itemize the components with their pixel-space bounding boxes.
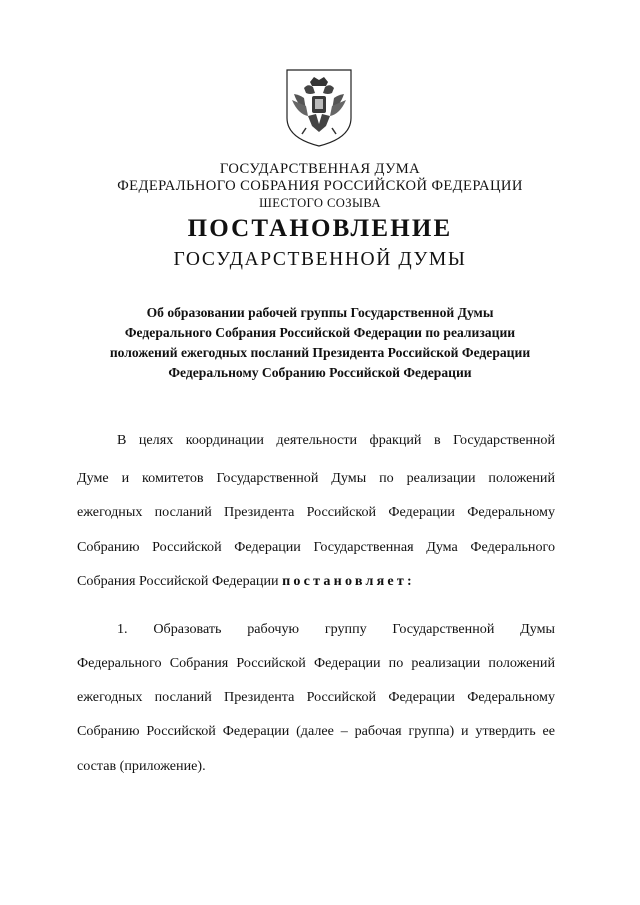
document-issuer-title: ГОСУДАРСТВЕННОЙ ДУМЫ: [173, 249, 467, 270]
item1-line-4: Собранию Российской Федерации (далее – рабочая группа) и утвердить ее: [77, 723, 555, 739]
item1-line-5: состав (приложение).: [77, 758, 206, 774]
item1-line-2: Федерального Собрания Российской Федерации по реализации положений: [77, 655, 555, 671]
subject-line-3: положений ежегодных посланий Президента Российской Федерации: [109, 345, 531, 360]
header-line-1: ГОСУДАРСТВЕННАЯ ДУМА: [219, 161, 421, 177]
preamble-line-5-text: Собрания Российской Федерации: [77, 573, 279, 589]
subject-line-2: Федерального Собрания Российской Федерации по реализации: [124, 325, 516, 340]
preamble-line-2: Думе и комитетов Государственной Думы по реализации положений: [77, 470, 555, 486]
item1-line-3: ежегодных посланий Президента Российской Федерации Федеральному: [77, 689, 555, 705]
preamble-line-3: ежегодных посланий Президента Российской Федерации Федеральному: [77, 504, 555, 520]
header-line-3: ШЕСТОГО СОЗЫВА: [259, 196, 381, 210]
preamble-line-5: [77, 572, 555, 590]
item1-line-1: 1. Образовать рабочую группу Государственной Думы: [117, 621, 555, 637]
coat-of-arms-emblem: [282, 66, 356, 148]
subject-line-1: Об образовании рабочей группы Государственной Думы: [146, 305, 494, 320]
document-subject: [0, 303, 640, 383]
preamble-line-4: Собранию Российской Федерации Государственная Дума Федерального: [77, 539, 555, 555]
resolves-word: постановляет:: [282, 573, 415, 589]
subject-line-4: Федеральному Собранию Российской Федерации: [168, 365, 472, 380]
document-type-title: ПОСТАНОВЛЕНИЕ: [187, 215, 453, 242]
header-line-2: ФЕДЕРАЛЬНОГО СОБРАНИЯ РОССИЙСКОЙ ФЕДЕРАЦИИ: [117, 178, 523, 194]
preamble-line-1: В целях координации деятельности фракций в Государственной: [117, 432, 555, 448]
issuer-header: [0, 161, 640, 212]
